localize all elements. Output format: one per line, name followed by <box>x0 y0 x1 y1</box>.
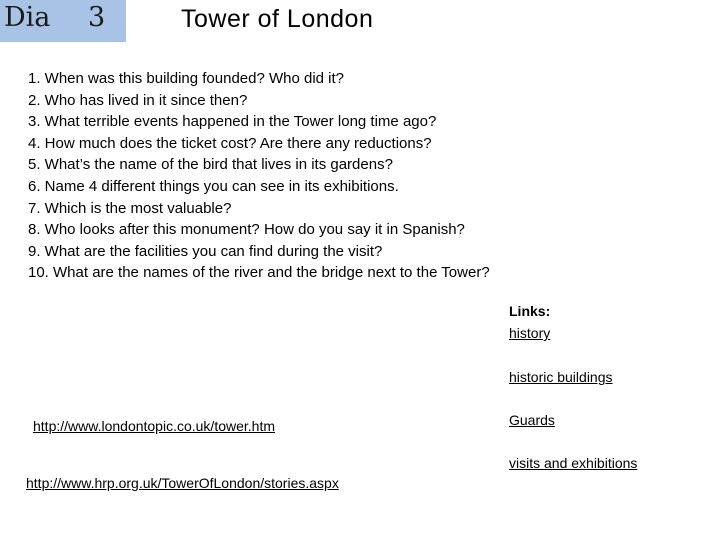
question-list <box>28 68 668 284</box>
question-item: 3. What terrible events happened in the Tower long time ago? <box>28 113 437 131</box>
day-label: Dia <box>4 2 51 33</box>
visits-exhibitions-link[interactable]: visits and exhibitions <box>509 455 638 471</box>
links-heading: Links: <box>509 303 551 319</box>
question-item: 10. What are the names of the river and the bridge next to the Tower? <box>28 264 490 282</box>
question-item: 6. Name 4 different things you can see in its exhibitions. <box>28 177 399 195</box>
page-title: Tower of London <box>181 5 374 33</box>
history-link[interactable]: history <box>509 325 551 341</box>
day-number: 3 <box>88 2 106 33</box>
question-item: 9. What are the facilities you can find during the visit? <box>28 242 383 260</box>
hrp-stories-url-link[interactable]: http://www.hrp.org.uk/TowerOfLondon/stories.aspx <box>26 475 339 491</box>
question-item: 5. What’s the name of the bird that lives in its gardens? <box>28 156 393 174</box>
question-item: 4. How much does the ticket cost? Are there any reductions? <box>28 134 432 152</box>
question-item: 7. Which is the most valuable? <box>28 199 232 217</box>
day-badge <box>0 0 126 42</box>
question-item: 1. When was this building founded? Who did it? <box>28 70 345 87</box>
londontopic-url-link[interactable]: http://www.londontopic.co.uk/tower.htm <box>33 418 276 434</box>
historic-buildings-link[interactable]: historic buildings <box>509 369 613 385</box>
question-item: 8. Who looks after this monument? How do you say it in Spanish? <box>28 221 465 239</box>
guards-link[interactable]: Guards <box>509 412 555 428</box>
question-item: 2. Who has lived in it since then? <box>28 91 248 109</box>
